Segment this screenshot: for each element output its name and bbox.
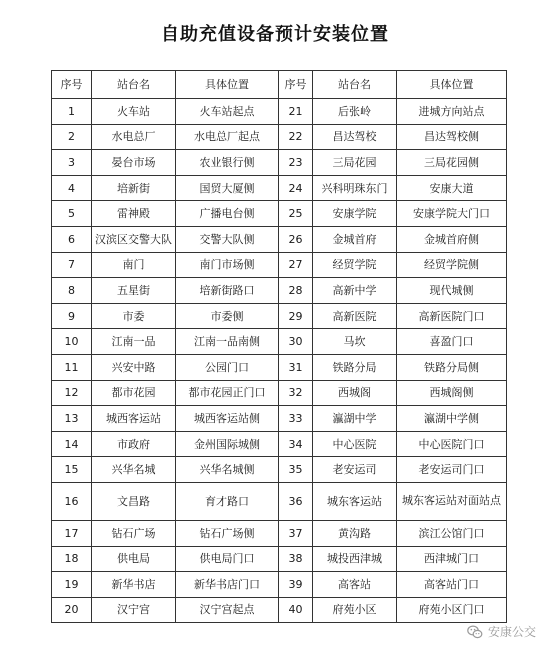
row-number: 7 [52,252,92,278]
row-location: 火车站起点 [176,99,279,125]
row-site-right: 马坎 [313,329,397,355]
row-site: 晏台市场 [92,150,176,176]
row-location: 都市花园正门口 [176,380,279,406]
row-site: 雷神殿 [92,201,176,227]
row-location: 钻石广场侧 [176,520,279,546]
table-row [52,431,507,457]
row-site-right: 高客站 [313,572,397,598]
row-number-right: 40 [279,597,313,623]
row-number-right: 36 [279,482,313,520]
row-site: 市委 [92,303,176,329]
header-number-right: 序号 [279,71,313,99]
table-header-row [52,71,507,99]
table-row [52,303,507,329]
row-site: 汉宁宫 [92,597,176,623]
row-number: 18 [52,546,92,572]
row-site: 五星街 [92,278,176,304]
row-location-right: 高客站门口 [397,572,507,598]
row-site: 水电总厂 [92,124,176,150]
row-location-right: 昌达驾校侧 [397,124,507,150]
row-number-right: 29 [279,303,313,329]
row-location-right: 中心医院门口 [397,431,507,457]
row-site: 钻石广场 [92,520,176,546]
row-location-right: 老安运司门口 [397,457,507,483]
row-number: 3 [52,150,92,176]
header-site: 站台名 [92,71,176,99]
row-location-right: 喜盈门口 [397,329,507,355]
row-number-right: 34 [279,431,313,457]
row-number: 12 [52,380,92,406]
wechat-icon [467,624,483,640]
table-row [52,520,507,546]
row-location: 新华书店门口 [176,572,279,598]
header-number: 序号 [52,71,92,99]
row-location: 汉宁宫起点 [176,597,279,623]
row-site-right: 城投西津城 [313,546,397,572]
row-location-right: 城东客运站对面站点 [397,482,507,520]
header-site-right: 站台名 [313,71,397,99]
row-number-right: 35 [279,457,313,483]
row-number-right: 23 [279,150,313,176]
row-number: 5 [52,201,92,227]
row-location-right: 进城方向站点 [397,99,507,125]
table-row [52,354,507,380]
row-number-right: 38 [279,546,313,572]
row-location-right: 安康大道 [397,175,507,201]
row-number: 13 [52,406,92,432]
row-number: 1 [52,99,92,125]
row-site: 兴安中路 [92,354,176,380]
row-site-right: 老安运司 [313,457,397,483]
row-number: 4 [52,175,92,201]
row-location-right: 铁路分局侧 [397,354,507,380]
row-site: 培新街 [92,175,176,201]
row-location-right: 金城首府侧 [397,226,507,252]
row-location-right: 高新医院门口 [397,303,507,329]
row-number: 20 [52,597,92,623]
row-site: 兴华名城 [92,457,176,483]
row-location-right: 现代城侧 [397,278,507,304]
row-site-right: 安康学院 [313,201,397,227]
row-number: 2 [52,124,92,150]
row-number: 16 [52,482,92,520]
row-number: 15 [52,457,92,483]
row-site: 都市花园 [92,380,176,406]
row-number-right: 37 [279,520,313,546]
row-site-right: 高新医院 [313,303,397,329]
header-location: 具体位置 [176,71,279,99]
row-number: 14 [52,431,92,457]
table-row [52,175,507,201]
row-site-right: 瀛湖中学 [313,406,397,432]
row-location: 供电局门口 [176,546,279,572]
row-site: 供电局 [92,546,176,572]
table-row [52,597,507,623]
row-site: 文昌路 [92,482,176,520]
table-row [52,124,507,150]
table-row [52,252,507,278]
row-number: 17 [52,520,92,546]
row-site-right: 铁路分局 [313,354,397,380]
row-location: 兴华名城侧 [176,457,279,483]
watermark [467,623,536,640]
row-location-right: 西城阁侧 [397,380,507,406]
row-site: 江南一品 [92,329,176,355]
row-site: 市政府 [92,431,176,457]
row-location: 水电总厂起点 [176,124,279,150]
row-number-right: 25 [279,201,313,227]
table-row [52,380,507,406]
row-number: 10 [52,329,92,355]
row-site-right: 中心医院 [313,431,397,457]
table-row [52,406,507,432]
row-number: 19 [52,572,92,598]
row-location: 交警大队侧 [176,226,279,252]
row-number: 11 [52,354,92,380]
row-number-right: 26 [279,226,313,252]
row-location-right: 滨江公馆门口 [397,520,507,546]
row-site-right: 三局花园 [313,150,397,176]
row-number-right: 22 [279,124,313,150]
row-location: 国贸大厦侧 [176,175,279,201]
row-site-right: 金城首府 [313,226,397,252]
row-site-right: 高新中学 [313,278,397,304]
row-site-right: 城东客运站 [313,482,397,520]
table-row [52,457,507,483]
row-site-right: 西城阁 [313,380,397,406]
row-number-right: 32 [279,380,313,406]
table-row [52,150,507,176]
row-location-right: 三局花园侧 [397,150,507,176]
table-row [52,99,507,125]
row-site: 汉滨区交警大队 [92,226,176,252]
table-row [52,572,507,598]
row-site-right: 兴科明珠东门 [313,175,397,201]
table-row [52,482,507,520]
row-site-right: 后张岭 [313,99,397,125]
row-number-right: 27 [279,252,313,278]
table-row [52,226,507,252]
row-site: 新华书店 [92,572,176,598]
row-site-right: 经贸学院 [313,252,397,278]
installation-table [51,70,507,623]
row-location: 培新街路口 [176,278,279,304]
row-location: 公园门口 [176,354,279,380]
row-site: 火车站 [92,99,176,125]
row-number-right: 33 [279,406,313,432]
row-location: 育才路口 [176,482,279,520]
row-number-right: 30 [279,329,313,355]
row-number-right: 39 [279,572,313,598]
row-location-right: 西津城门口 [397,546,507,572]
row-site-right: 昌达驾校 [313,124,397,150]
row-location: 江南一品南侧 [176,329,279,355]
table-row [52,278,507,304]
row-site-right: 黄沟路 [313,520,397,546]
row-location-right: 经贸学院侧 [397,252,507,278]
watermark-text: 安康公交 [487,625,536,639]
row-location-right: 瀛湖中学侧 [397,406,507,432]
row-location: 金州国际城侧 [176,431,279,457]
table-row [52,329,507,355]
row-location: 市委侧 [176,303,279,329]
row-number-right: 24 [279,175,313,201]
row-location: 南门市场侧 [176,252,279,278]
header-location-right: 具体位置 [397,71,507,99]
row-location: 城西客运站侧 [176,406,279,432]
row-site: 城西客运站 [92,406,176,432]
table-row [52,201,507,227]
table-row [52,546,507,572]
row-number: 8 [52,278,92,304]
row-location-right: 府苑小区门口 [397,597,507,623]
page-title: 自助充值设备预计安装位置 [161,24,389,45]
row-location: 广播电台侧 [176,201,279,227]
row-number-right: 21 [279,99,313,125]
row-number: 6 [52,226,92,252]
row-location-right: 安康学院大门口 [397,201,507,227]
row-location: 农业银行侧 [176,150,279,176]
row-number-right: 28 [279,278,313,304]
row-site: 南门 [92,252,176,278]
row-number-right: 31 [279,354,313,380]
row-site-right: 府苑小区 [313,597,397,623]
row-number: 9 [52,303,92,329]
